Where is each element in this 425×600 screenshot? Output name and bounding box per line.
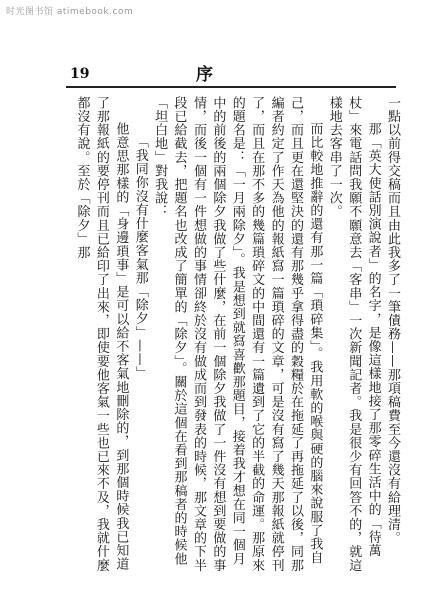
header-rule [66,86,396,88]
paragraph: 而比較地推辭的還有那一篇「瑣碎集」。我用軟的喉與硬的腦來說服了我自己，而且更在還堅決的還有那幾乎拿得盡的穀糧於在拖延了再拖延了以後，同那編者約定了作天為他的報紙寫一篇瑣碎的文章，可是沒有寫了幾天那報紙就停刊了，而且在那不多的幾篇瑣碎文的中間還有一篇遺到了它的半截的命運。那原來的題名是：「一月兩除夕」。我是想到就寫喜歡那題目，接着我才想在同一個月中的前後的兩個除夕我做了些什麼，在前一個除夕我做了一件沒有想到要做的事情，而後一個有一件想做的事情卻終於沒有做成而到發表的時候，那文章的下半段已給截去，把題名也改成了簡單的「除夕」。關於這個在看到那稿者的時候他「坦白地」對我說： [152,96,323,572]
watermark: 时光图书馆 atimebook.com [6,7,134,17]
page-number: 19 [70,66,90,82]
quoted-line: 「我同你沒有什麼客氣那「除夕」——」 [132,135,148,380]
paragraph: 他意思那樣的「身邊瑣事」是可以給不客氣地刪除的，到那個時候我已知道了那報紙的要停刊而且已給印了出來，即使要他客氣一些也已來不及，我就什麼都沒有說。至於「除夕」那 [74,96,129,572]
paragraph: 那「英大使話別演說者」的名字，是像這樣地接了那零碎生活中的「待萬杖」來電話問我願不願意去「客串」一次新聞記者。我是很少有回答不的，就這樣地去客串了一次。 [326,96,381,572]
paragraph: 一點以前得交稿而且由此我多了一筆債務——那項稿費至今還沒有給理清。 [385,96,400,545]
body-text [62,96,402,576]
chapter-title: 序 [196,65,215,85]
